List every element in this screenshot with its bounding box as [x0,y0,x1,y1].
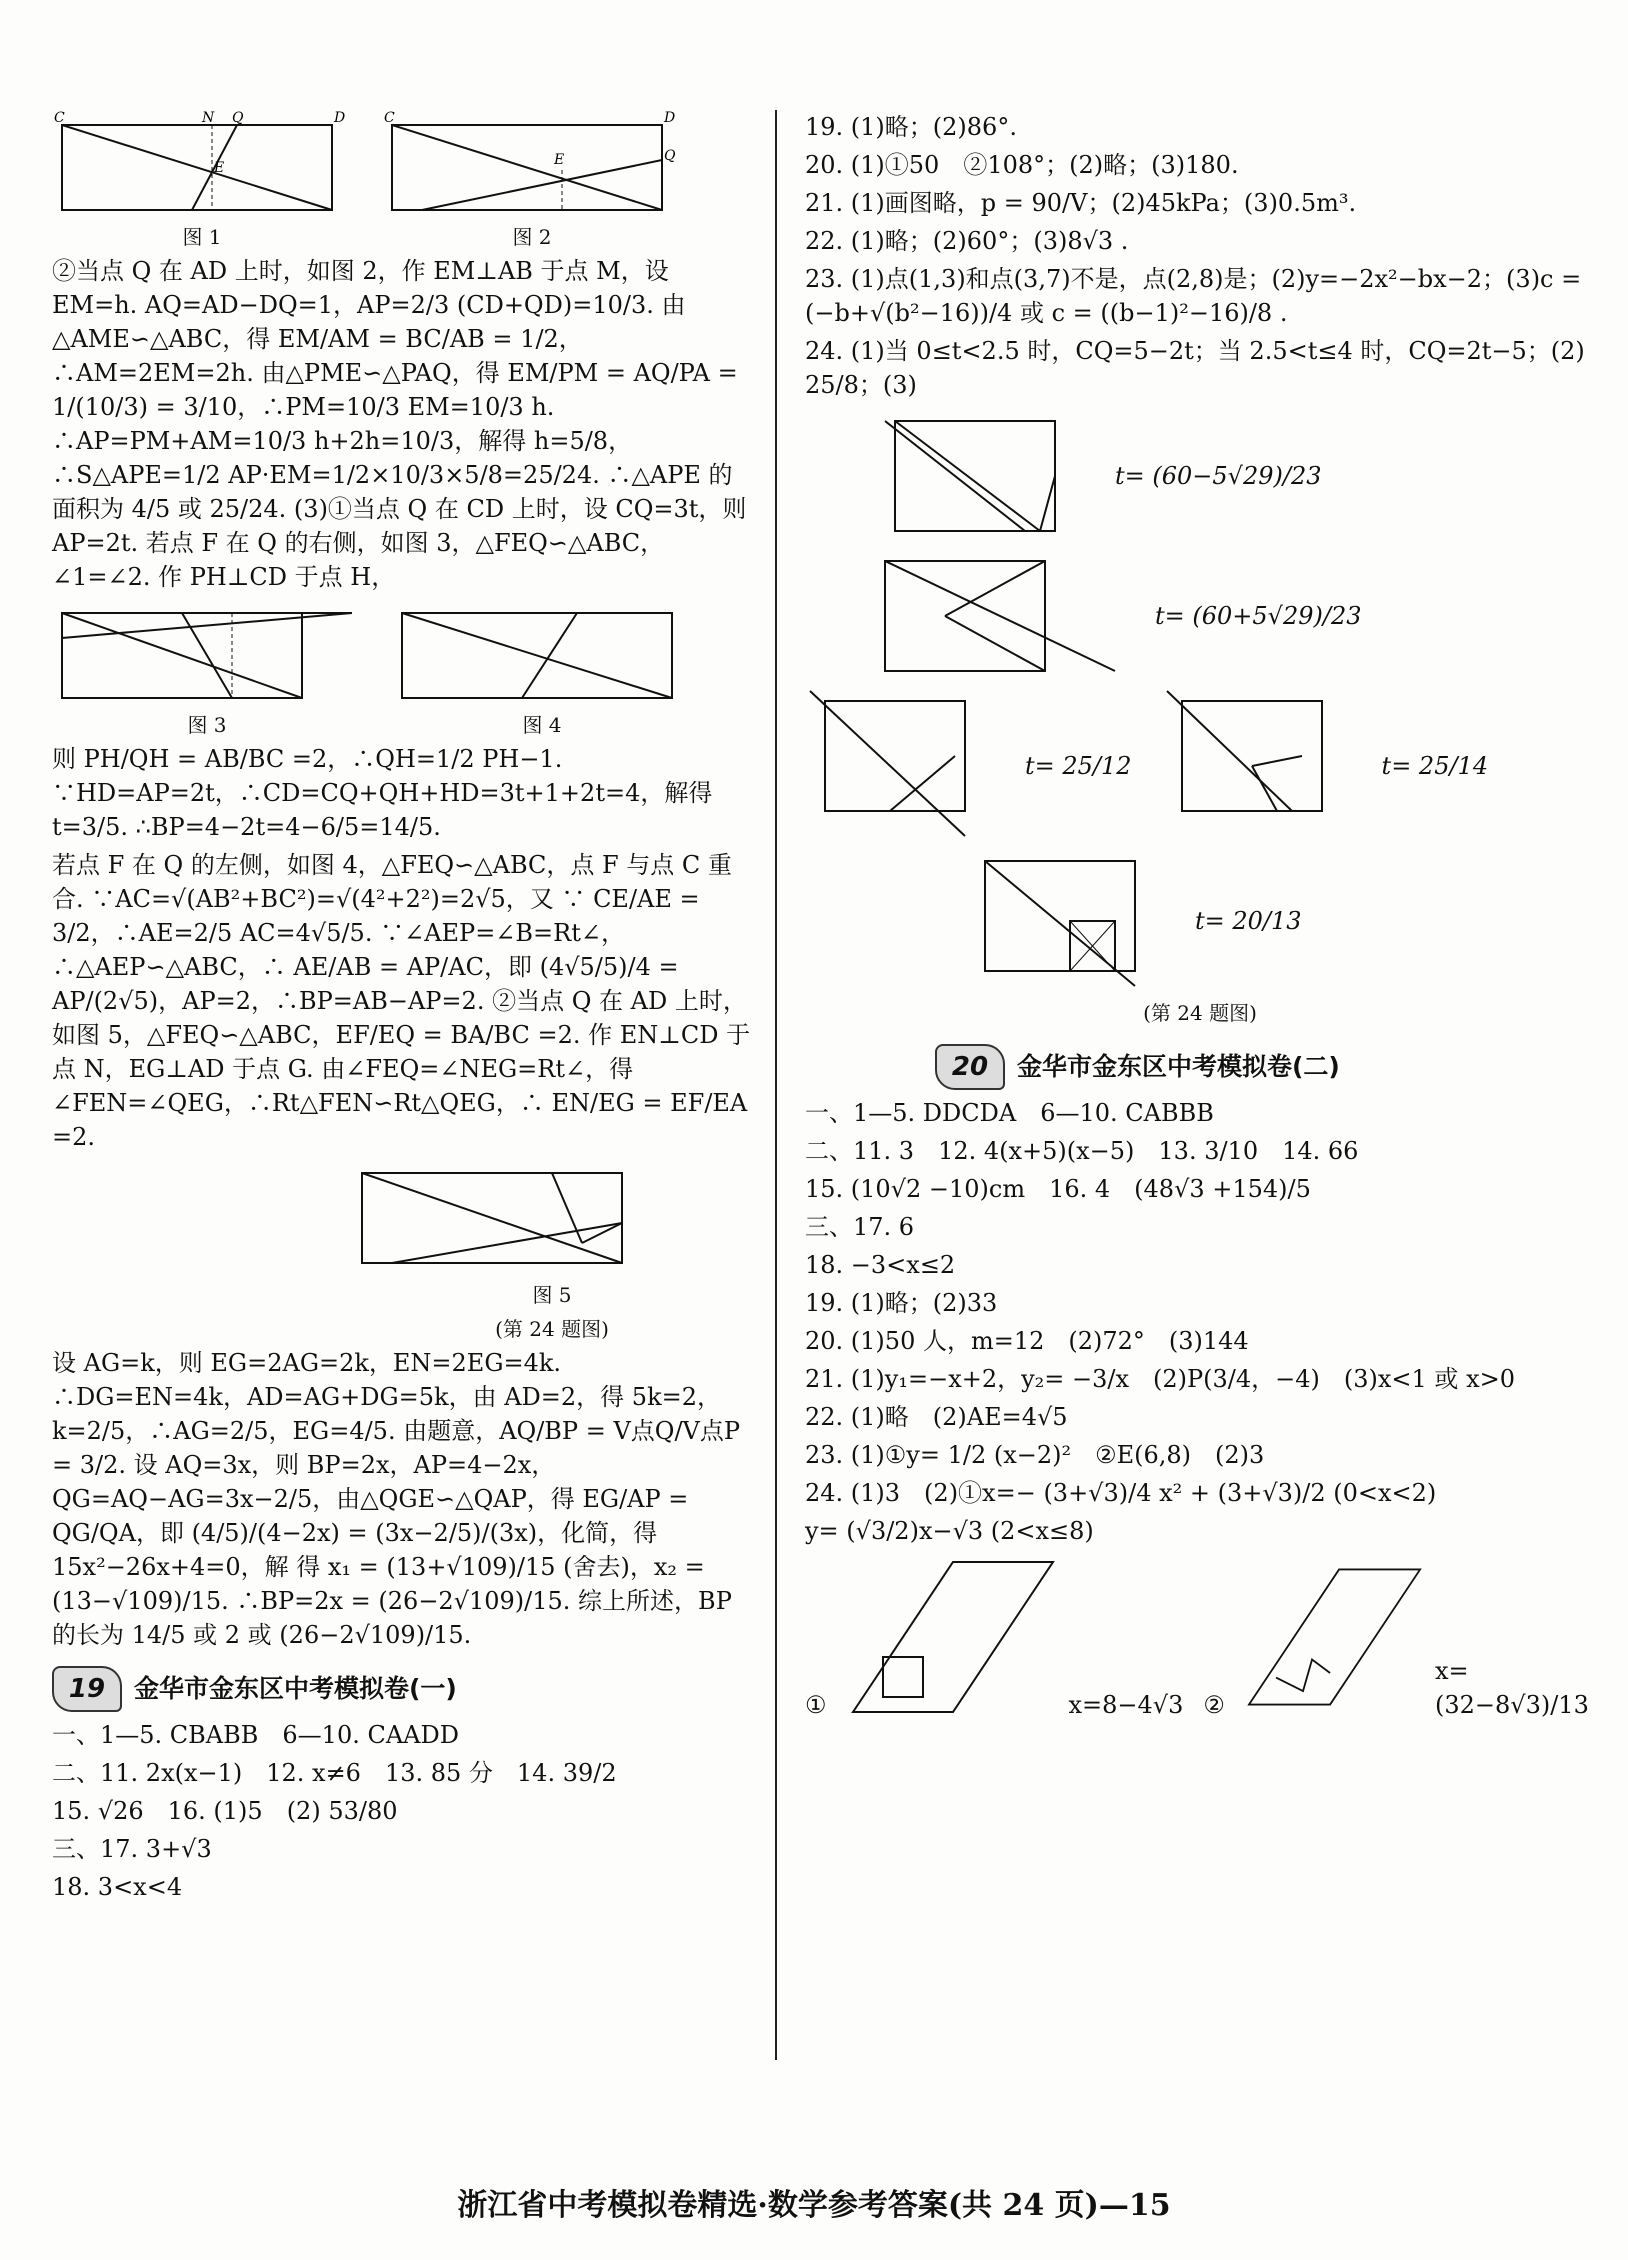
right-column [805,110,1595,1722]
s20-line-2: 二、11. 3 12. 4(x+5)(x−5) 13. 3/10 14. 66 [805,1137,1359,1165]
para-label-2: ② [1203,1691,1225,1719]
svg-text:Q: Q [664,148,676,164]
figure-1 [52,110,352,254]
badge-19: 19 [52,1666,122,1712]
caption-fig-5: 图 5 [532,1283,572,1307]
svg-text:D: D [664,110,676,126]
r-line-4: 22. (1)略；(2)60°；(3)8√3 . [805,227,1129,255]
solution-paragraph-1: ②当点 Q 在 AD 上时，如图 2，作 EM⊥AB 于点 M，设EM=h. AQ=AD−DQ=1，AP=2/3 (CD+QD)=10/3. 由△AME∽△ABC，得 EM/AM = BC/AB = 1/2，∴AM=2EM=2h. 由△PME∽△PAQ，得 EM/PM = AQ/PA = 1/(10/3) = 3/10，∴PM=10/3 EM=10/3 h. ∴AP=PM+AM=10/3 h+2h=10/3，解得 h=5/8，∴S△APE=1/2 AP·EM=1/2×10/3×5/8=25/24. ∴△APE 的面积为 4/5 或 25/24. (3)①当点 Q 在 CD 上时，设 CQ=3t，则 AP=2t. 若点 F 在 Q 的右侧，如图 3，△FEQ∽△ABC，∠1=∠2. 作 PH⊥CD 于点 H， [52,257,747,591]
s20-line-3: 15. (10√2 −10)cm 16. 4 (48√3 +154)/5 [805,1175,1311,1203]
svg-text:Q: Q [232,110,244,126]
t-value-5: t= 20/13 [1195,907,1302,935]
solution-paragraph-4: 设 AG=k，则 EG=2AG=2k，EN=2EG=4k. ∴DG=EN=4k，AD=AG+DG=5k，由 AD=2，得 5k=2，k=2/5，∴AG=2/5，EG=4/5. 由题意，AQ/BP = V点Q/V点P = 3/2. 设 AQ=3x，则 BP=2x，AP=4−2x，QG=AQ−AG=3x−2/5，由△QGE∽△QAP，得 EG/AP = QG/QA，即 (4/5)/(4−2x) = (3x−2/5)/(3x)，化简，得 15x²−26x+4=0，解 得 x₁ = (13+√109)/15 (舍去)，x₂ = (13−√109)/15. ∴BP=2x = (26−2√109)/15. 综上所述，BP 的长为 14/5 或 2 或 (26−2√109)/15. [52,1349,741,1649]
r-line-6: 24. (1)当 0≤t<2.5 时，CQ=5−2t；当 2.5<t≤4 时，CQ=2t−5；(2) 25/8；(3) [805,337,1585,399]
badge-20: 20 [935,1044,1005,1090]
r-line-2: 20. (1)①50 ②108°；(2)略；(3)180. [805,151,1239,179]
t-value-3: t= 25/12 [1025,752,1132,780]
s19-line-3: 15. √26 16. (1)5 (2) 53/80 [52,1797,398,1825]
caption-fig-4: 图 4 [522,713,562,737]
parallelogram-figures [805,1552,1595,1722]
solution-paragraph-2: 则 PH/QH = AB/BC =2，∴QH=1/2 PH−1. ∵HD=AP=2t，∴CD=CQ+QH+HD=3t+1+2t=4，解得 t=3/5. ∴BP=4−2t=4−6/5=14/5. [52,745,713,841]
figure-5 [352,1158,752,1346]
s20-line-8: 21. (1)y₁=−x+2，y₂= −3/x (2)P(3/4，−4) (3)x<1 或 x>0 [805,1365,1515,1393]
figures-1-2 [52,110,752,254]
s20-line-1: 一、1—5. DDCDA 6—10. CABBB [805,1099,1214,1127]
s19-line-5: 18. 3<x<4 [52,1873,183,1901]
t-value-1: t= (60−5√29)/23 [1115,462,1322,490]
svg-text:C: C [384,110,395,126]
r-line-1: 19. (1)略；(2)86°. [805,113,1017,141]
parallelogram-1 [805,1552,1183,1722]
s20-line-10: 23. (1)①y= 1/2 (x−2)² ②E(6,8) (2)3 [805,1441,1265,1469]
para-x-1: x=8−4√3 [1068,1691,1184,1719]
parallelogram-2 [1203,1552,1610,1722]
para-x-2: x= (32−8√3)/13 [1435,1657,1589,1719]
t-value-2: t= (60+5√29)/23 [1155,602,1362,630]
s19-line-2: 二、11. 2x(x−1) 12. x≠6 13. 85 分 14. 39/2 [52,1759,617,1787]
q24-fig-cd [805,686,1595,846]
svg-text:E: E [554,152,565,168]
r-line-5: 23. (1)点(1,3)和点(3,7)不是，点(2,8)是；(2)y=−2x²−bx−2；(3)c = (−b+√(b²−16))/4 或 c = ((b−1)²−16)/8 . [805,265,1582,327]
s20-line-5: 18. −3<x≤2 [805,1251,956,1279]
svg-text:N: N [202,110,215,126]
s20-line-4: 三、17. 6 [805,1213,915,1241]
solution-paragraph-3: 若点 F 在 Q 的左侧，如图 4，△FEQ∽△ABC，点 F 与点 C 重合. ∵AC=√(AB²+BC²)=√(4²+2²)=2√5，又 ∵ CE/AE = 3/2，∴AE=2/5 AC=4√5/5. ∵∠AEP=∠B=Rt∠，∴△AEP∽△ABC，∴ AE/AB = AP/AC，即 (4√5/5)/4 = AP/(2√5)，AP=2，∴BP=AB−AP=2. ②当点 Q 在 AD 上时，如图 5，△FEQ∽△ABC，EF/EQ = BA/BC =2. 作 EN⊥CD 于点 N，EG⊥AD 于点 G. 由∠FEQ=∠NEG=Rt∠，得 ∠FEN=∠QEG，∴Rt△FEN∽Rt△QEG，∴ EN/EG = EF/EA =2. [52,851,751,1151]
s20-line-11: 24. (1)3 (2)①x=− (3+√3)/4 x² + (3+√3)/2 (0<x<2) [805,1479,1437,1507]
column-divider [775,110,777,2060]
figure-2 [382,110,682,254]
q24-fig-e [965,846,1595,996]
section-19-title: 金华市金东区中考模拟卷(一) [134,1674,457,1703]
s20-line-9: 22. (1)略 (2)AE=4√5 [805,1403,1068,1431]
figures-3-4 [52,598,752,742]
s19-line-1: 一、1—5. CBABB 6—10. CAADD [52,1721,459,1749]
section-19-heading [52,1666,752,1712]
svg-text:E: E [214,160,225,176]
q24-fig-a [865,406,1595,546]
s20-line-6: 19. (1)略；(2)33 [805,1289,998,1317]
t-value-4: t= 25/14 [1381,752,1489,780]
caption-fig-3: 图 3 [187,713,227,737]
s20-line-12: y= (√3/2)x−√3 (2<x≤8) [805,1517,1094,1545]
r-line-3: 21. (1)画图略，p = 90/V；(2)45kPa；(3)0.5m³. [805,189,1357,217]
caption-fig-1: 图 1 [182,225,222,249]
svg-text:D: D [334,110,346,126]
section-20-title: 金华市金东区中考模拟卷(二) [1017,1052,1340,1081]
caption-q24-left: (第 24 题图) [495,1317,609,1341]
q24-fig-b [865,546,1595,686]
caption-q24-right: (第 24 题图) [1143,1001,1257,1025]
section-20-heading [935,1044,1595,1090]
para-label-1: ① [805,1691,827,1719]
caption-fig-2: 图 2 [512,225,552,249]
figure-4 [392,598,692,742]
s20-line-7: 20. (1)50 人，m=12 (2)72° (3)144 [805,1327,1249,1355]
figure-3 [52,598,362,742]
svg-text:C: C [54,110,65,126]
s19-line-4: 三、17. 3+√3 [52,1835,212,1863]
page-footer: 浙江省中考模拟卷精选·数学参考答案(共 24 页)—15 [457,2188,1171,2223]
left-column [52,110,752,1908]
